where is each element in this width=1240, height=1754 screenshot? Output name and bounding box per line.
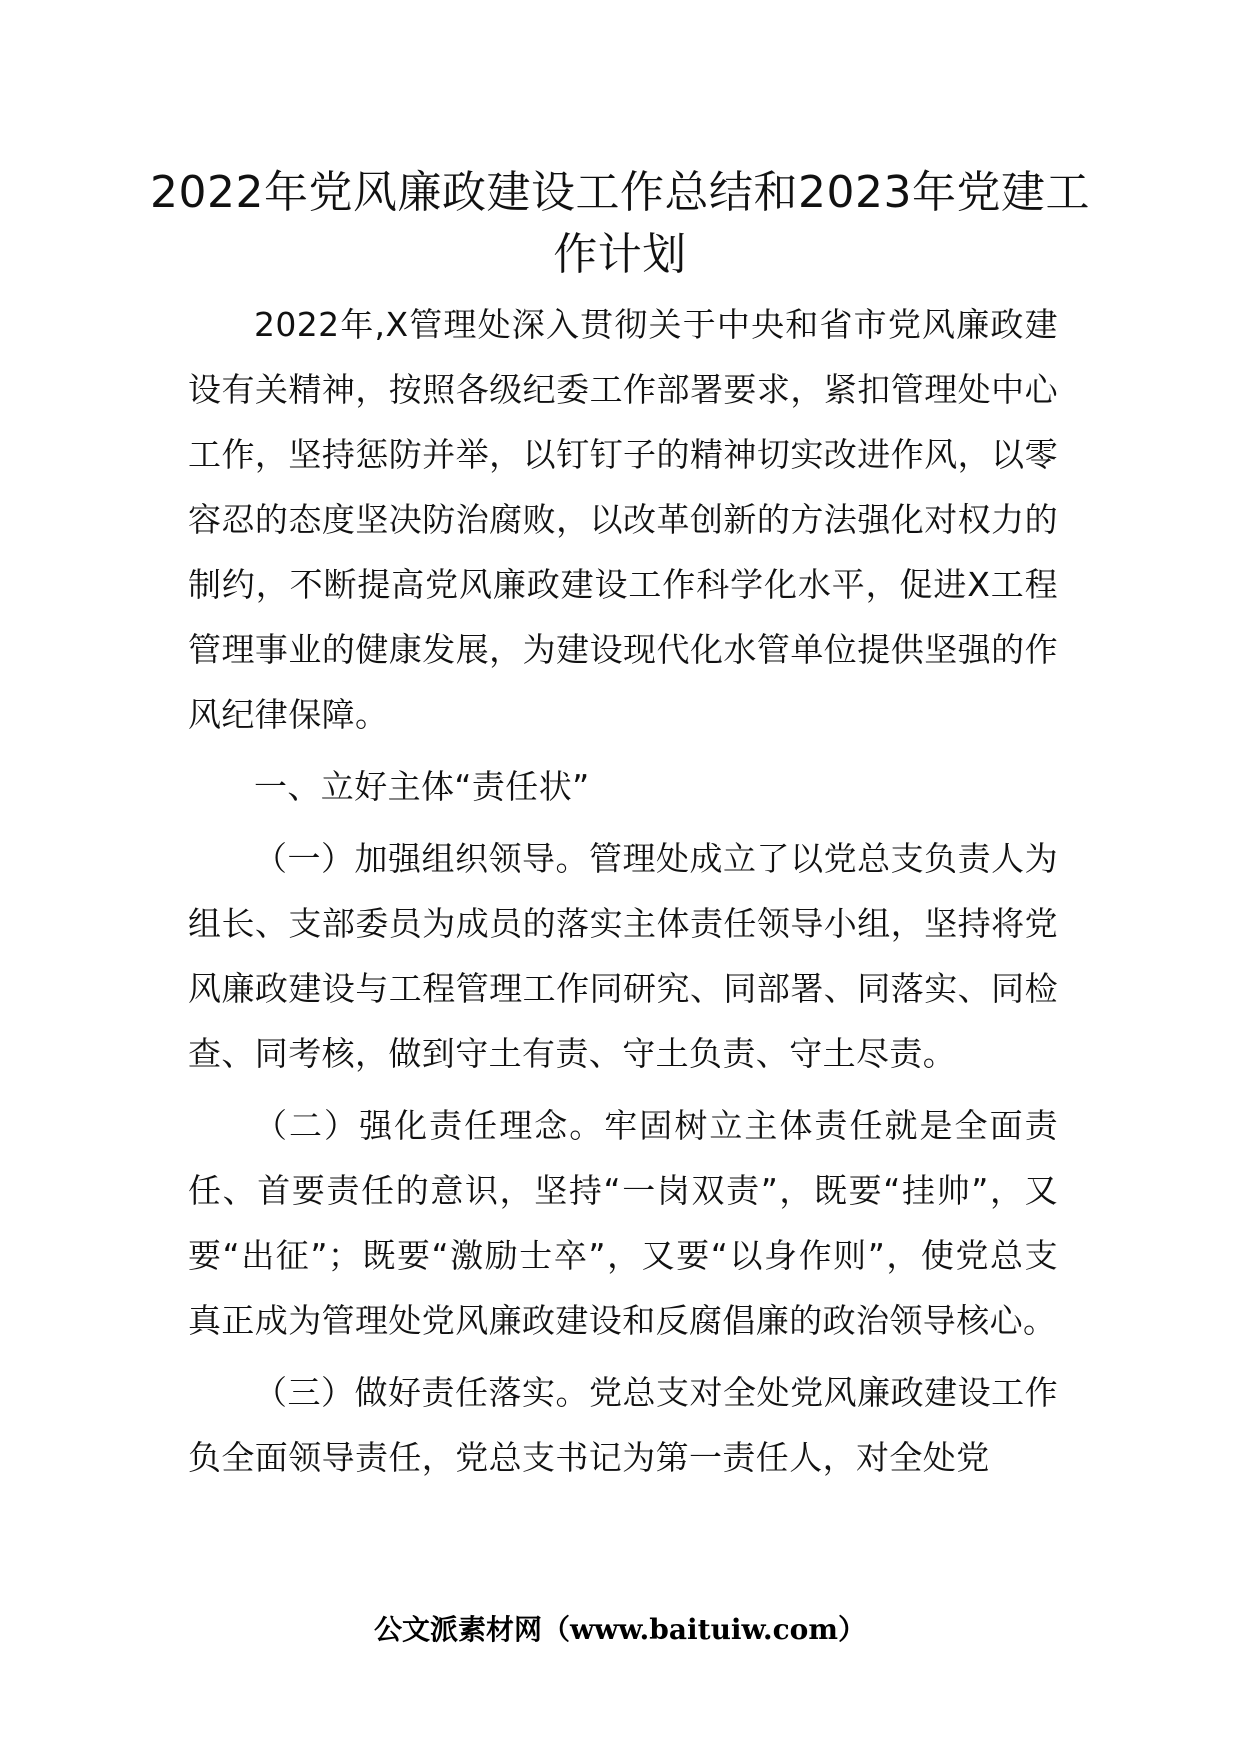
- document-title: 2022年党风廉政建设工作总结和2023年党建工作计划: [150, 167, 1090, 280]
- section-heading-1: 一、立好主体“责任状”: [254, 767, 590, 806]
- document-body: [188, 292, 1058, 1497]
- subsection-paragraph-1: （一）加强组织领导。管理处成立了以党总支负责人为组长、支部委员为成员的落实主体责任领导小组，坚持将党风廉政建设与工程管理工作同研究、同部署、同落实、同检查、同考核，做到守土有责、守土负责、守土尽责。: [188, 839, 1058, 1073]
- subsection-paragraph-2: （二）强化责任理念。牢固树立主体责任就是全面责任、首要责任的意识，坚持“一岗双责”，既要“挂帅”，又要“出征”；既要“激励士卒”，又要“以身作则”，使党总支真正成为管理处党风廉政建设和反腐倡廉的政治领导核心。: [188, 1106, 1058, 1340]
- footer-watermark: 公文派素材网（www.baituiw.com）: [374, 1613, 866, 1646]
- subsection-paragraph-3: （三）做好责任落实。党总支对全处党风廉政建设工作负全面领导责任，党总支书记为第一责任人，对全处党: [188, 1373, 1058, 1477]
- intro-paragraph: 2022年,X管理处深入贯彻关于中央和省市党风廉政建设有关精神，按照各级纪委工作部署要求，紧扣管理处中心工作，坚持惩防并举，以钉钉子的精神切实改进作风，以零容忍的态度坚决防治腐败，以改革创新的方法强化对权力的制约，不断提高党风廉政建设工作科学化水平，促进X工程管理事业的健康发展，为建设现代化水管单位提供坚强的作风纪律保障。: [188, 305, 1058, 734]
